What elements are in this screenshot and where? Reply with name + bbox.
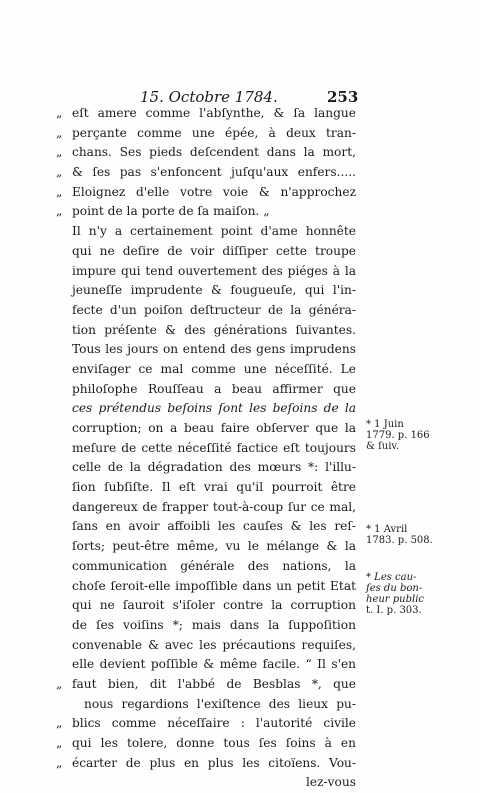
line-text: celle de la dégradation des mœurs *: l'illu- — [72, 460, 356, 475]
line-text: communication générale des nations, la — [72, 558, 356, 573]
line-text: qui ne ſauroit s'iſoler contre la corruption — [72, 598, 356, 613]
margin-note — [366, 572, 424, 616]
text-line — [56, 222, 356, 242]
line-text: faut bien, dit l'abbé de Besblas *, que — [72, 676, 356, 691]
line-text: jeuneſſe imprudente & fougueuſe, qui l'in- — [72, 283, 356, 298]
quote-mark: „ — [56, 165, 63, 180]
quote-mark: „ — [56, 736, 63, 750]
line-text: ſans en avoir affoibli les cauſes & les reſ- — [72, 519, 356, 534]
line-text: corruption; on a beau faire obſerver que la — [72, 421, 356, 435]
text-line — [56, 399, 356, 419]
text-line — [56, 636, 356, 656]
line-text: de ſes voiſins *; mais dans la ſuppoſition — [72, 617, 356, 632]
line-text: écarter de plus en plus les citoïens. Vou- — [72, 755, 356, 770]
quote-mark: „ — [56, 145, 63, 160]
text-line — [56, 577, 356, 597]
line-text: fecte d'un poiſon deſtructeur de la généra- — [72, 302, 356, 317]
text-line — [56, 262, 356, 282]
text-line — [56, 183, 356, 203]
text-line — [56, 419, 356, 439]
text-line — [56, 714, 356, 734]
line-text: ſorts; peut-être même, vu le mélange & la — [72, 539, 356, 554]
text-line — [56, 655, 356, 675]
margin-note-line: ſes du bon- — [366, 583, 423, 594]
line-text: lez-vous — [306, 775, 356, 790]
text-line — [56, 301, 356, 321]
quote-mark: „ — [56, 755, 63, 770]
text-line — [56, 360, 356, 380]
text-line — [56, 340, 356, 360]
line-text: convenable & avec les précautions requiſes, — [72, 637, 356, 652]
quote-mark: „ — [56, 106, 63, 120]
text-line — [56, 616, 356, 636]
margin-note-line: & ſuiv. — [366, 441, 400, 452]
text-line — [56, 104, 356, 124]
line-text: nous regardions l'exiſtence des lieux pu- — [84, 696, 356, 711]
margin-note-line: * 1 Juin — [366, 419, 404, 430]
line-text: qui les tolere, donne tous ſes ſoins à en — [72, 736, 356, 750]
quote-mark: „ — [56, 184, 63, 199]
line-text: elle devient poſſible & même facile. “ Il s'en — [72, 657, 356, 672]
margin-note-line: heur public — [366, 594, 424, 605]
line-text: choſe ſeroit-elle impoſſible dans un petit Etat — [72, 578, 356, 593]
quote-mark: „ — [56, 716, 63, 731]
text-line — [56, 754, 356, 774]
quote-mark: „ — [56, 676, 63, 691]
text-line — [56, 321, 356, 341]
margin-note-line: t. I. p. 303. — [366, 605, 422, 616]
line-text: eſt amere comme l'abſynthe, & ſa langue — [72, 106, 356, 120]
line-text: ces prétendus beſoins ſont les beſoins de la — [72, 401, 356, 416]
text-line — [56, 163, 356, 183]
line-text: impure qui tend ouvertement des piéges à la — [72, 263, 356, 278]
line-text: dangereux de frapper tout-à-coup ſur ce mal, — [72, 499, 356, 514]
body-text — [56, 104, 356, 793]
line-text: Il n'y a certainement point d'ame honnête — [72, 224, 356, 239]
margin-note-line: 1779. p. 166 — [366, 430, 430, 441]
text-line — [56, 675, 356, 695]
text-line — [56, 439, 356, 459]
line-text: perçante comme une épée, à deux tran- — [72, 125, 356, 140]
line-text: Tous les jours on entend des gens imprudens — [72, 342, 356, 357]
text-line — [56, 281, 356, 301]
quote-mark: „ — [56, 204, 63, 219]
margin-note-line: * Les cau- — [366, 572, 417, 583]
text-line — [56, 557, 356, 577]
text-line — [56, 458, 356, 478]
text-line — [56, 380, 356, 400]
margin-note — [366, 419, 430, 452]
quote-mark: „ — [56, 125, 63, 140]
line-text: qui ne deſire de voir diſſiper cette troupe — [72, 243, 356, 258]
margin-note-line: 1783. p. 508. — [366, 535, 433, 546]
text-line — [56, 202, 356, 222]
margin-note-line: * 1 Avril — [366, 524, 408, 535]
text-line — [56, 498, 356, 518]
margin-note — [366, 524, 433, 546]
line-text: chans. Ses pieds deſcendent dans la mort, — [72, 145, 356, 160]
text-line — [56, 773, 356, 793]
line-text: enviſager ce mal comme une néceſſité. Le — [72, 361, 356, 376]
line-text: blics comme néceſſaire : l'autorité civile — [72, 716, 356, 731]
text-line — [56, 695, 356, 715]
header-date: 15. Octobre 1784. — [140, 88, 278, 106]
text-line — [56, 517, 356, 537]
line-text: point de la porte de ſa maiſon. „ — [72, 204, 270, 219]
text-line — [56, 143, 356, 163]
text-line — [56, 734, 356, 754]
line-text: meſure de cette néceſſité factice eſt toujours — [72, 440, 356, 455]
text-line — [56, 537, 356, 557]
line-text: tion préſente & des générations ſuivantes. — [72, 322, 356, 337]
page-number: 253 — [327, 88, 359, 106]
text-line — [56, 596, 356, 616]
line-text: philoſophe Rouſſeau a beau affirmer que — [72, 381, 356, 396]
line-text: & ſes pas s'enfoncent juſqu'aux enfers..... — [72, 165, 356, 180]
line-text: Eloignez d'elle votre voie & n'approchez — [72, 184, 356, 199]
text-line — [56, 242, 356, 262]
text-line — [56, 124, 356, 144]
text-line — [56, 478, 356, 498]
line-text: ſion ſubſiſte. Il eſt vrai qu'il pourroit être — [72, 480, 356, 495]
